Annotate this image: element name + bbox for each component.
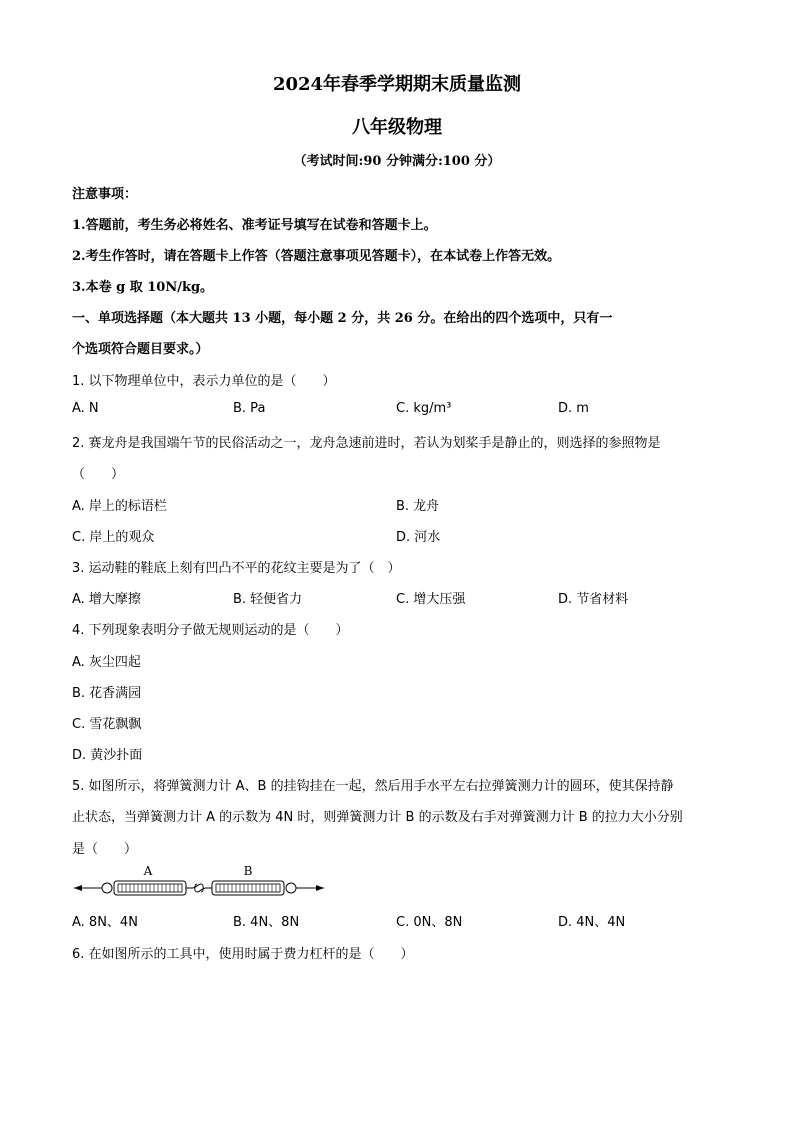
notice-item-1: 1.答题前，考生务必将姓名、准考证号填写在试卷和答题卡上。 <box>72 218 437 233</box>
q3-option-b: B. 轻便省力 <box>233 592 303 607</box>
question-3-stem: 3. 运动鞋的鞋底上刻有凹凸不平的花纹主要是为了（ ） <box>72 561 401 576</box>
question-5-stem-line2: 止状态，当弹簧测力计 A 的示数为 4N 时，则弹簧测力计 B 的示数及右手对弹簧测力计 B 的拉力大小分别 <box>72 810 683 825</box>
q4-option-a: A. 灰尘四起 <box>72 655 141 670</box>
q5-option-b: B. 4N、8N <box>233 915 300 930</box>
q1-option-b: B. Pa <box>233 401 266 416</box>
question-5-stem-line1: 5. 如图所示，将弹簧测力计 A、B 的挂钩挂在一起，然后用手水平左右拉弹簧测力计的圆环，使其保持静 <box>72 779 674 794</box>
question-4-stem: 4. 下列现象表明分子做无规则运动的是（ ） <box>72 623 349 638</box>
notice-item-2: 2.考生作答时，请在答题卡上作答（答题注意事项见答题卡），在本试卷上作答无效。 <box>72 249 561 264</box>
q2-option-d: D. 河水 <box>396 530 441 545</box>
q4-option-b: B. 花香满园 <box>72 686 142 701</box>
q4-option-d: D. 黄沙扑面 <box>72 748 143 763</box>
question-6-stem: 6. 在如图所示的工具中，使用时属于费力杠杆的是（ ） <box>72 947 414 962</box>
right-arrowhead <box>316 885 324 891</box>
scale-b-label: B <box>243 864 253 878</box>
right-ring <box>286 883 296 893</box>
scale-a-label: A <box>143 864 153 878</box>
exam-subtitle: 八年级物理 <box>352 117 442 138</box>
q3-option-d: D. 节省材料 <box>558 592 629 607</box>
section-heading-line2: 个选项符合题目要求。） <box>72 342 209 357</box>
notice-item-3: 3.本卷 g 取 10N/kg。 <box>72 280 214 295</box>
q5-option-c: C. 0N、8N <box>396 915 463 930</box>
left-arrowhead <box>74 885 82 891</box>
section-heading-line1: 一、单项选择题（本大题共 13 小题，每小题 2 分，共 26 分。在给出的四个选项中，只有一 <box>72 311 613 326</box>
scale-a-ticks <box>122 884 178 892</box>
question-5-stem-line3: 是（ ） <box>72 842 138 857</box>
left-ring <box>102 883 112 893</box>
q2-option-a: A. 岸上的标语栏 <box>72 499 167 514</box>
spring-scales-figure <box>72 864 332 900</box>
q3-option-a: A. 增大摩擦 <box>72 592 141 607</box>
q5-option-d: D. 4N、4N <box>558 915 626 930</box>
q1-option-a: A. N <box>72 401 99 416</box>
question-2-stem-line2: （ ） <box>72 467 125 482</box>
q5-option-a: A. 8N、4N <box>72 915 138 930</box>
q4-option-c: C. 雪花飘飘 <box>72 717 142 732</box>
exam-info: （考试时间:90 分钟满分:100 分） <box>293 154 501 169</box>
notice-heading: 注意事项： <box>72 187 138 202</box>
question-1-stem: 1. 以下物理单位中，表示力单位的是（ ） <box>72 374 336 389</box>
exam-title: 2024年春季学期期末质量监测 <box>272 74 522 95</box>
q3-option-c: C. 增大压强 <box>396 592 466 607</box>
q1-option-d: D. m <box>558 401 589 416</box>
question-2-stem-line1: 2. 赛龙舟是我国端午节的民俗活动之一，龙舟急速前进时，若认为划桨手是静止的，则选择的参照物是 <box>72 436 661 451</box>
q1-option-c: C. kg/m³ <box>396 401 452 416</box>
scale-b-ticks <box>220 884 276 892</box>
q2-option-b: B. 龙舟 <box>396 499 440 514</box>
q2-option-c: C. 岸上的观众 <box>72 530 155 545</box>
